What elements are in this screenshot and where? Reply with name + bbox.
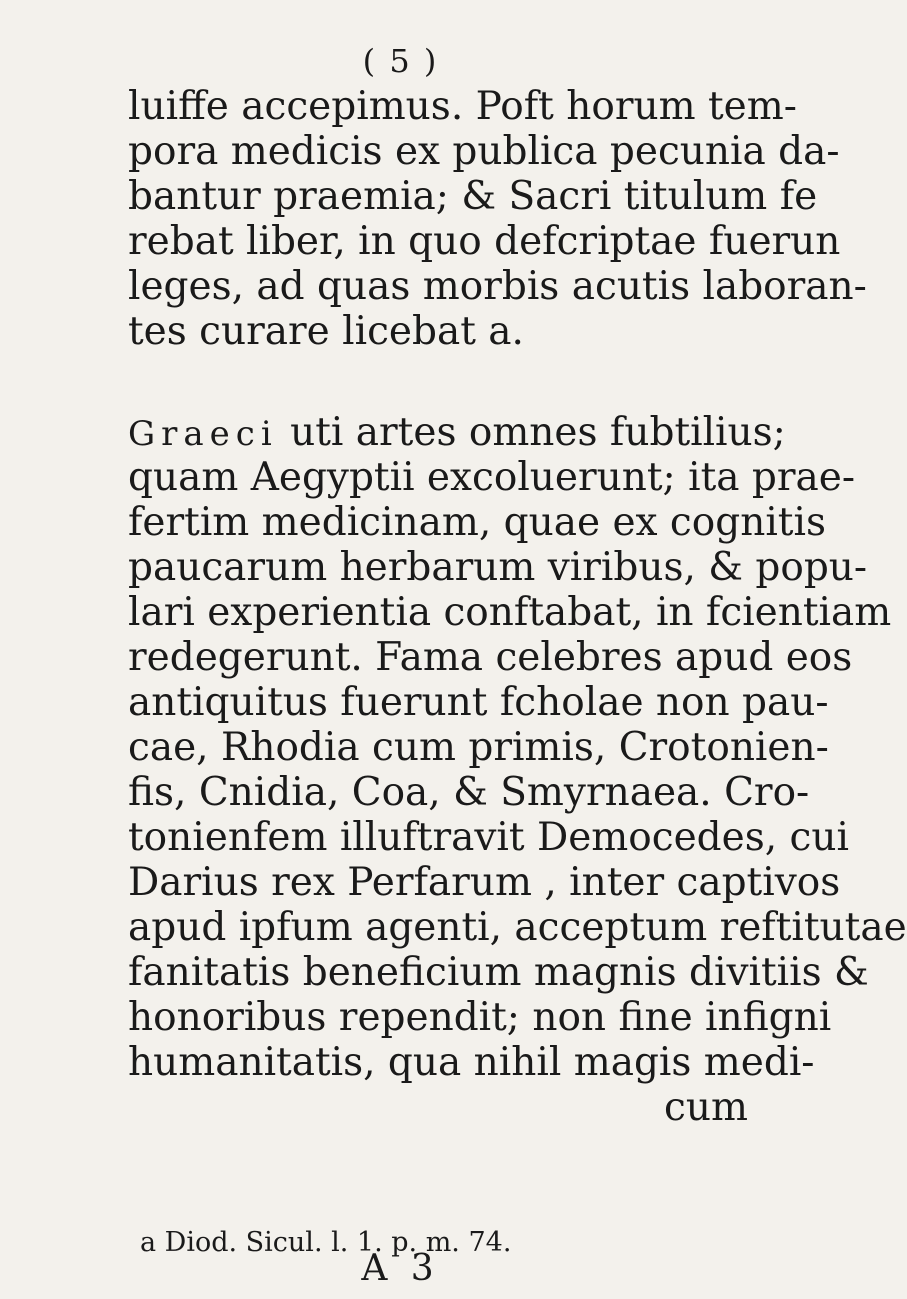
- text-line: bantur praemia; & Sacri titulum fe: [128, 174, 818, 219]
- signature-mark: A 3: [361, 1248, 440, 1289]
- text-line: fanitatis beneficium magnis divitiis &: [128, 950, 869, 995]
- text-line: lari experientia conftabat, in fcientiam: [128, 590, 892, 635]
- text-line: Darius rex Perfarum , inter captivos: [128, 860, 841, 905]
- text-line: pora medicis ex publica pecunia da-: [128, 129, 840, 174]
- text-line: leges, ad quas morbis acutis laboran-: [128, 264, 867, 309]
- text-line: rebat liber, in quo defcriptae fuerun: [128, 219, 841, 264]
- text-line: fertim medicinam, quae ex cognitis: [128, 500, 826, 545]
- text-line: tonienfem illuftravit Democedes, cui: [128, 815, 849, 860]
- body-text: [128, 84, 907, 1130]
- text-line: cae, Rhodia cum primis, Crotonien-: [128, 725, 829, 770]
- text-line: tes curare licebat a.: [128, 309, 524, 354]
- text-line-rest: uti artes omnes fubtilius;: [277, 410, 786, 455]
- text-line: luiffe accepimus. Poft horum tem-: [128, 84, 797, 129]
- text-line: antiquitus fuerunt fcholae non pau-: [128, 680, 829, 725]
- text-line: humanitatis, qua nihil magis medi-: [128, 1040, 815, 1085]
- text-line: redegerunt. Fama celebres apud eos: [128, 635, 853, 680]
- initial-word: Graeci: [128, 414, 278, 454]
- page-number: ( 5 ): [362, 42, 439, 80]
- text-line: honoribus rependit; non fine infigni: [128, 995, 832, 1040]
- text-line: fis, Cnidia, Coa, & Smyrnaea. Cro-: [128, 770, 810, 815]
- text-line: paucarum herbarum viribus, & popu-: [128, 545, 868, 590]
- paragraph-1: [128, 84, 867, 354]
- footnote: a Diod. Sicul. l. 1. p. m. 74.: [140, 1227, 512, 1258]
- text-line: apud ipfum agenti, acceptum reftitutae: [128, 905, 907, 950]
- catchword: cum: [664, 1085, 748, 1130]
- text-line: [128, 410, 788, 455]
- text-line: quam Aegyptii excoluerunt; ita prae-: [128, 455, 856, 500]
- paragraph-2: [128, 410, 907, 1130]
